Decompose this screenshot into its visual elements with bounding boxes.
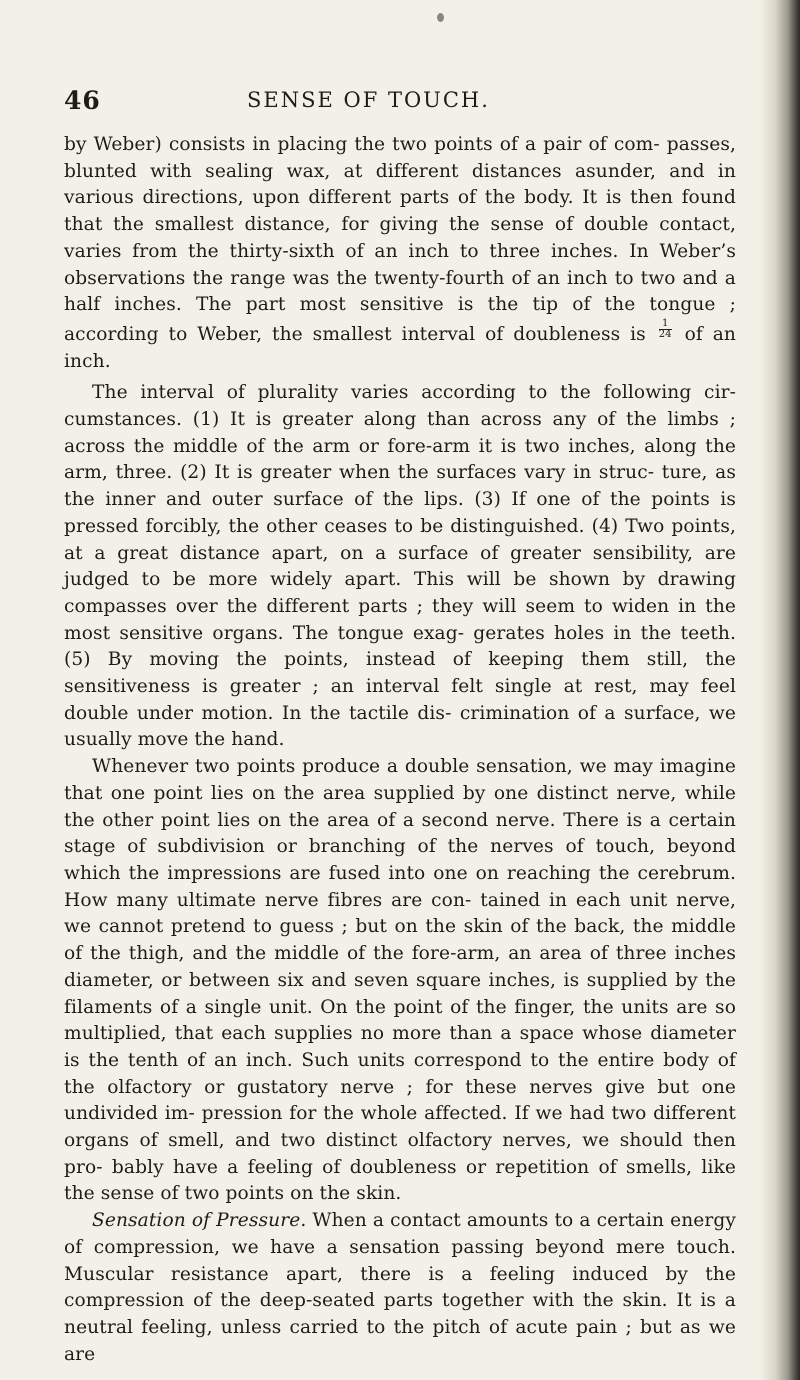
page-number: 46 xyxy=(64,86,101,115)
paragraph-1-text: by Weber) consists in placing the two points of a pair of com- passes, blunted with sealing wax, at different distances asunder, and in various directions, upon different parts of the body. It is then found that the smallest distance, for giving the sense of double contact, varies from the thirty-sixth of an inch to three inches. In Weber’s observations the range was the twenty-fourth of an inch to two and a half inches. The part most sensitive is the tip of the tongue ; according to Weber, the smallest interval of doubleness is xyxy=(64,134,736,345)
fraction-denominator: 24 xyxy=(658,328,672,340)
body-text xyxy=(64,132,736,1368)
top-smudge xyxy=(437,13,444,22)
paragraph-2: The interval of plurality varies according to the following cir- cumstances. (1) It is greater along than across any of the limbs ; across the middle of the arm or fore-arm it is two inches, along the arm, three. (2) It is greater when the surfaces vary in struc- ture, as the inner and outer surface of the lips. (3) If one of the points is pressed forcibly, the other ceases to be distinguished. (4) Two points, at a great distance apart, on a surface of greater sensibility, are judged to be more widely apart. This will be shown by drawing compasses over the different parts ; they will seem to widen in the most sensitive organs. The tongue exag- gerates holes in the teeth. (5) By moving the points, instead of keeping them still, the sensitiveness is greater ; an interval felt single at rest, may feel double under motion. In the tactile dis- crimination of a surface, we usually move the hand. xyxy=(64,382,736,751)
paragraph-3: Whenever two points produce a double sensation, we may imagine that one point lies on the area supplied by one distinct nerve, while the other point lies on the area of a second nerve. There is a certain stage of subdivision or branching of the nerves of touch, beyond which the impressions are fused into one on reaching the cerebrum. How many ultimate nerve fibres are con- tained in each unit nerve, we cannot pretend to guess ; but on the skin of the back, the middle of the thigh, and the middle of the fore-arm, an area of three inches diameter, or between six and seven square inches, is supplied by the filaments of a single unit. On the point of the finger, the units are so multiplied, that each supplies no more than a space whose diameter is the tenth of an inch. Such units correspond to the entire body of the olfactory or gustatory nerve ; for these nerves give but one undivided im- pression for the whole affected. If we had two different organs of smell, and two distinct olfactory nerves, we should then pro- bably have a feeling of doubleness or repetition of smells, like the sense of two points on the skin. xyxy=(64,756,736,1205)
paragraph-1-text-end: of an inch. xyxy=(64,323,736,372)
paragraph-4 xyxy=(64,1208,736,1368)
page-header xyxy=(64,86,724,116)
fraction-one-twenty-fourth xyxy=(659,319,672,340)
paragraph-1 xyxy=(64,132,736,375)
paragraph-4-text: When a contact amounts to a certain energy of compression, we have a sensation passing beyond mere touch. Muscular resistance apart, there is a feeling induced by the compression of the deep-seated parts together with the skin. It is a neutral feeling, unless carried to the pitch of acute pain ; but as we are xyxy=(64,1210,736,1365)
running-head: SENSE OF TOUCH. xyxy=(247,88,490,112)
fraction-numerator: 1 xyxy=(659,319,672,330)
section-heading: Sensation of Pressure. xyxy=(92,1210,307,1232)
page-edge-shadow xyxy=(760,0,800,1380)
